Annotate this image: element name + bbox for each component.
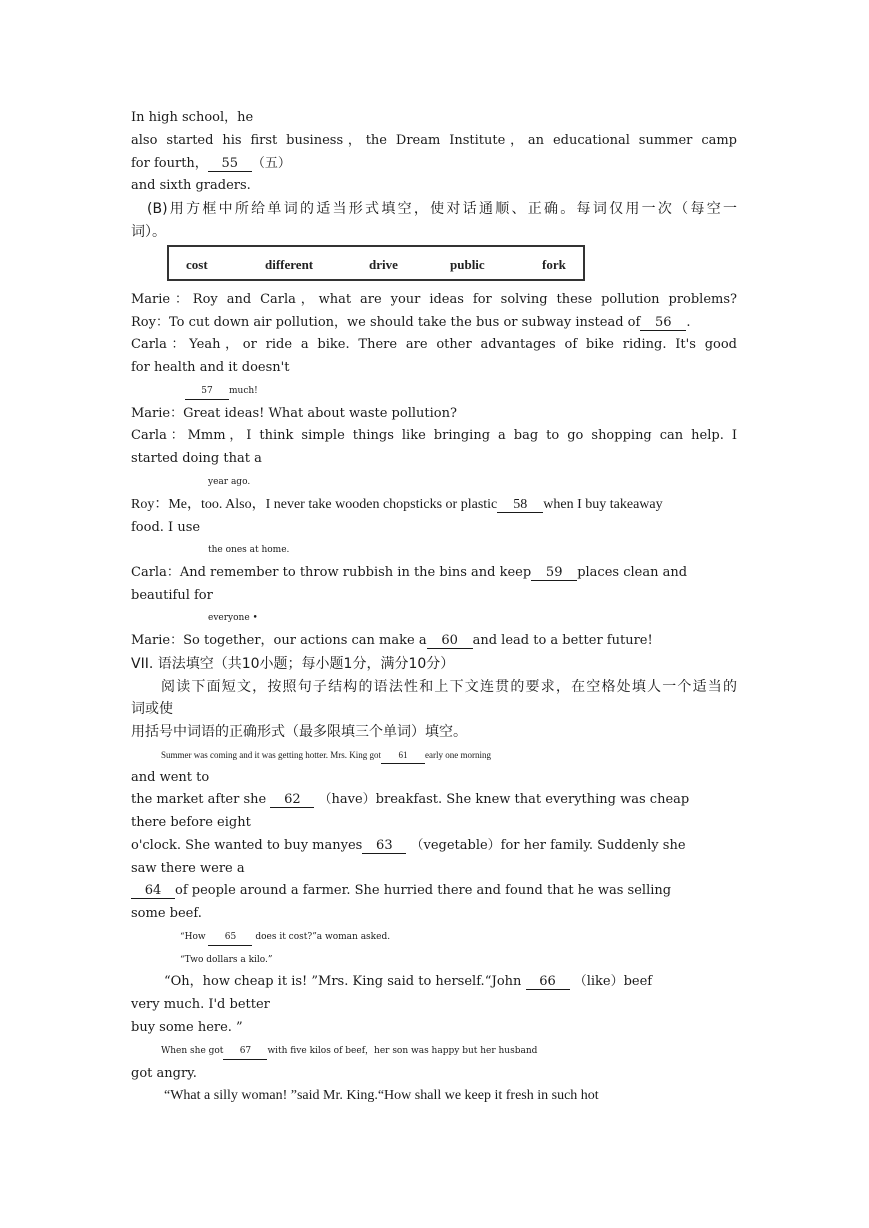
passage-line: got angry. bbox=[131, 1066, 197, 1081]
passage-line: When she got 67 with five kilos of beef，her son was happy but her husband bbox=[161, 1040, 767, 1062]
passage-line: “What a silly woman! ”said Mr. King.“How shall we keep it fresh in such hot bbox=[164, 1088, 599, 1103]
text-line: In high school，he bbox=[131, 110, 254, 125]
dialogue-line: Carla：And remember to throw rubbish in the bins and keep 59 places clean and bbox=[131, 565, 688, 580]
text-line: for fourth， 55 （五） bbox=[131, 156, 291, 171]
passage-line: there before eight bbox=[131, 815, 251, 830]
text-line: also started his first business，the Dream Institute，an educational summer camp bbox=[131, 133, 737, 148]
dialogue-line: 57 much! bbox=[185, 380, 791, 402]
dialogue-line: Carla：Yeah，or ride a bike. There are other advantages of bike riding. It's good bbox=[131, 337, 737, 352]
text-line: 词或使 bbox=[131, 701, 173, 717]
passage-line: “How 65 does it cost?”a woman asked. bbox=[180, 926, 786, 948]
dialogue-line: everyone • bbox=[208, 613, 258, 623]
passage-line: o'clock. She wanted to buy manyes 63 （vegetable）for her family. Suddenly she bbox=[131, 838, 686, 853]
dialogue-line: Marie：Great ideas! What about waste pollution? bbox=[131, 406, 457, 421]
text-line: 词）。 bbox=[131, 224, 166, 240]
passage-line: very much. I'd better bbox=[131, 997, 270, 1012]
blank-60[interactable]: 60 bbox=[427, 633, 473, 649]
blank-56[interactable]: 56 bbox=[640, 315, 686, 331]
blank-58[interactable]: 58 bbox=[497, 497, 543, 513]
dialogue-line: Carla：Mmm，I think simple things like bringing a bag to go shopping can help. I bbox=[131, 428, 737, 443]
word-different: different bbox=[265, 257, 314, 272]
word-drive: drive bbox=[369, 257, 398, 272]
dialogue-line: beautiful for bbox=[131, 588, 213, 603]
dialogue-line: Roy：To cut down air pollution，we should take the bus or subway instead of 56 . bbox=[131, 315, 691, 330]
passage-line: the market after she 62 （have）breakfast. She knew that everything was cheap bbox=[131, 792, 690, 807]
word-fork: fork bbox=[542, 257, 566, 272]
blank-63[interactable]: 63 bbox=[362, 838, 406, 854]
word-cost: cost bbox=[186, 257, 208, 272]
blank-55[interactable]: 55 bbox=[208, 156, 252, 172]
passage-line: saw there were a bbox=[131, 861, 245, 876]
passage-line: “Oh，how cheap it is! ”Mrs. King said to herself.“John 66 （like）beef bbox=[164, 974, 653, 989]
word-box bbox=[167, 245, 585, 281]
section-b-instruction: (B)用方框中所给单词的适当形式填空，使对话通顺、正确。每词仅用一次（每空一 bbox=[147, 201, 737, 217]
blank-57[interactable]: 57 bbox=[185, 384, 229, 400]
blank-67[interactable]: 67 bbox=[223, 1044, 267, 1060]
passage-line: “Two dollars a kilo.” bbox=[180, 955, 273, 965]
blank-61[interactable]: 61 bbox=[381, 748, 425, 764]
section-heading: VII. 语法填空（共10小题；每小题1分，满分10分） bbox=[131, 656, 455, 672]
dialogue-line: food. I use bbox=[131, 520, 201, 535]
passage-line: Summer was coming and it was getting hotter. Mrs. King got 61 early one morning bbox=[161, 744, 767, 766]
dialogue-line: for health and it doesn't bbox=[131, 360, 290, 375]
blank-59[interactable]: 59 bbox=[531, 565, 577, 581]
dialogue-line: year ago. bbox=[208, 477, 251, 487]
dialogue-line: the ones at home. bbox=[208, 545, 290, 555]
blank-65[interactable]: 65 bbox=[208, 930, 252, 946]
blank-62[interactable]: 62 bbox=[270, 792, 314, 808]
passage-line: some beef. bbox=[131, 906, 202, 921]
word-public: public bbox=[450, 257, 485, 272]
dialogue-line: Marie：Roy and Carla，what are your ideas for solving these pollution problems? bbox=[131, 292, 737, 307]
dialogue-line: started doing that a bbox=[131, 451, 262, 466]
blank-66[interactable]: 66 bbox=[526, 974, 570, 990]
text-line: and sixth graders. bbox=[131, 178, 251, 193]
passage-line: 64 of people around a farmer. She hurried there and found that he was selling bbox=[131, 880, 737, 902]
passage-line: and went to bbox=[131, 770, 210, 785]
section-instruction: 阅读下面短文，按照句子结构的语法性和上下文连贯的要求，在空格处填人一个适当的 bbox=[161, 679, 737, 695]
passage-line: buy some here. ” bbox=[131, 1020, 243, 1035]
dialogue-line: Marie：So together，our actions can make a 60 and lead to a better future! bbox=[131, 633, 653, 648]
text-line: 用括号中词语的正确形式（最多限填三个单词）填空。 bbox=[131, 724, 467, 740]
dialogue-line: Roy：Me，too. Also，I never take wooden chopsticks or plastic 58 when I buy takeaway bbox=[131, 497, 663, 512]
blank-64[interactable]: 64 bbox=[131, 883, 175, 899]
